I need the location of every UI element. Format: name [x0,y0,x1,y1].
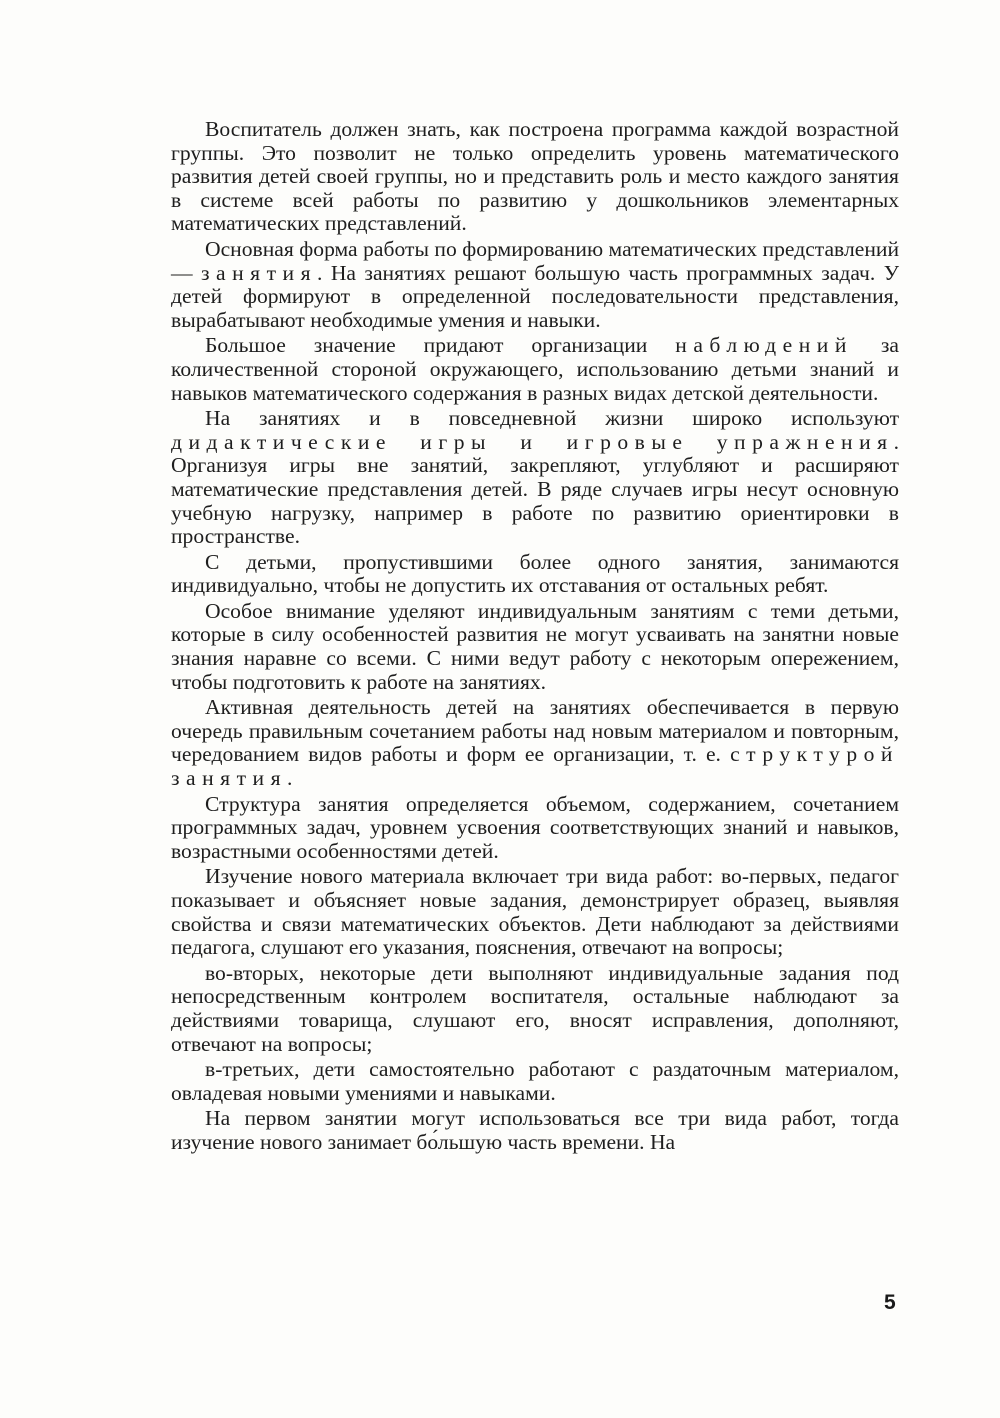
paragraph [171,793,899,864]
paragraph [171,118,899,236]
body-text [171,118,899,1157]
emphasized-term: занятия [201,260,318,285]
paragraph-text: С детьми, пропустившими более одного занятия, занимаются индивидуально, чтобы не допустить их отставания от остальных ребят. [171,549,899,598]
paragraph [171,962,899,1056]
paragraph [171,1058,899,1105]
paragraph [171,551,899,598]
paragraph-text: Большое значение придают организации [205,333,676,358]
paragraph-text: во-вторых, некоторые дети выполняют индивидуальные задания под непосредственным контролем воспитателя, остальные наблюдают за действиями товарища, слушают его, вносят исправления, дополняют, отвечают на вопросы; [171,960,899,1056]
paragraph [171,238,899,332]
paragraph [171,600,899,694]
paragraph-text: в-третьих, дети самостоятельно работают с раздаточным материалом, овладевая новыми умениями и навыками. [171,1057,899,1105]
paragraph [171,407,899,549]
paragraph [171,865,899,959]
paragraph-text: Изучение нового материала включает три вида работ: во-первых, педагог показывает и объясняет новые задания, демонстрирует образец, выявляя свойства и связи математических объектов. Дети наблюдают за действиями педагога, слушают его указания, пояснения, отвечают на вопросы; [171,864,899,960]
paragraph [171,696,899,790]
paragraph-text: . На занятиях решают большую часть программных задач. У детей формируют в определенной последовательности представления, вырабатывают необходимые умения и навыки. [171,260,899,332]
emphasized-term: дидактические игры и игровые упражнения [171,429,894,454]
paragraph-text: Структура занятия определяется объемом, содержанием, сочетанием программных задач, уровнем усвоения соответствующих знаний и навыков, возрастными особенностями детей. [171,791,899,863]
paragraph [171,1107,899,1154]
paragraph-text: Особое внимание уделяют индивидуальным занятиям с теми детьми, которые в силу особенностей развития не могут усваивать на занятни новые знания наравне со всеми. С ними ведут работу с некоторым опережением, чтобы подготовить к работе на занятиях. [171,598,899,694]
paragraph-text: . Организуя игры вне занятий, закрепляют, углубляют и расширяют математические представления детей. В ряде случаев игры несут основную учебную нагрузку, например в работе по развитию ориентировки в пространстве. [171,429,899,549]
emphasized-term: наблюдений [675,333,853,358]
paragraph-text: за количественной стороной окружающего, использованию детьми знаний и навыков математического содержания в разных видах детской деятельности. [171,333,899,405]
paragraph-text: Воспитатель должен знать, как построена программа каждой возрастной группы. Это позволит не только определить уровень математического развития детей своей группы, но и представить роль и место каждого занятия в системе всей работы по развитию у дошкольников элементарных математических представлений. [171,117,899,236]
paragraph-text: Основная форма работы по формированию математических представлений — [171,236,899,285]
paragraph-text: . [287,766,293,791]
paragraph-text: На первом занятии могут использоваться все три вида работ, тогда изучение нового занимает бо́льшую часть времени. На [171,1106,899,1154]
emphasized-term: структурой занятия [171,742,899,791]
paragraph [171,334,899,405]
paragraph-text: На занятиях и в повседневной жизни широко используют [205,406,899,431]
page-number: 5 [884,1291,896,1314]
paragraph-text: Активная деятельность детей на занятиях обеспечивается в первую очередь правильным сочетанием работы над новым материалом и повторным, чередованием видов работы и форм ее организации, т. е. [171,695,899,767]
